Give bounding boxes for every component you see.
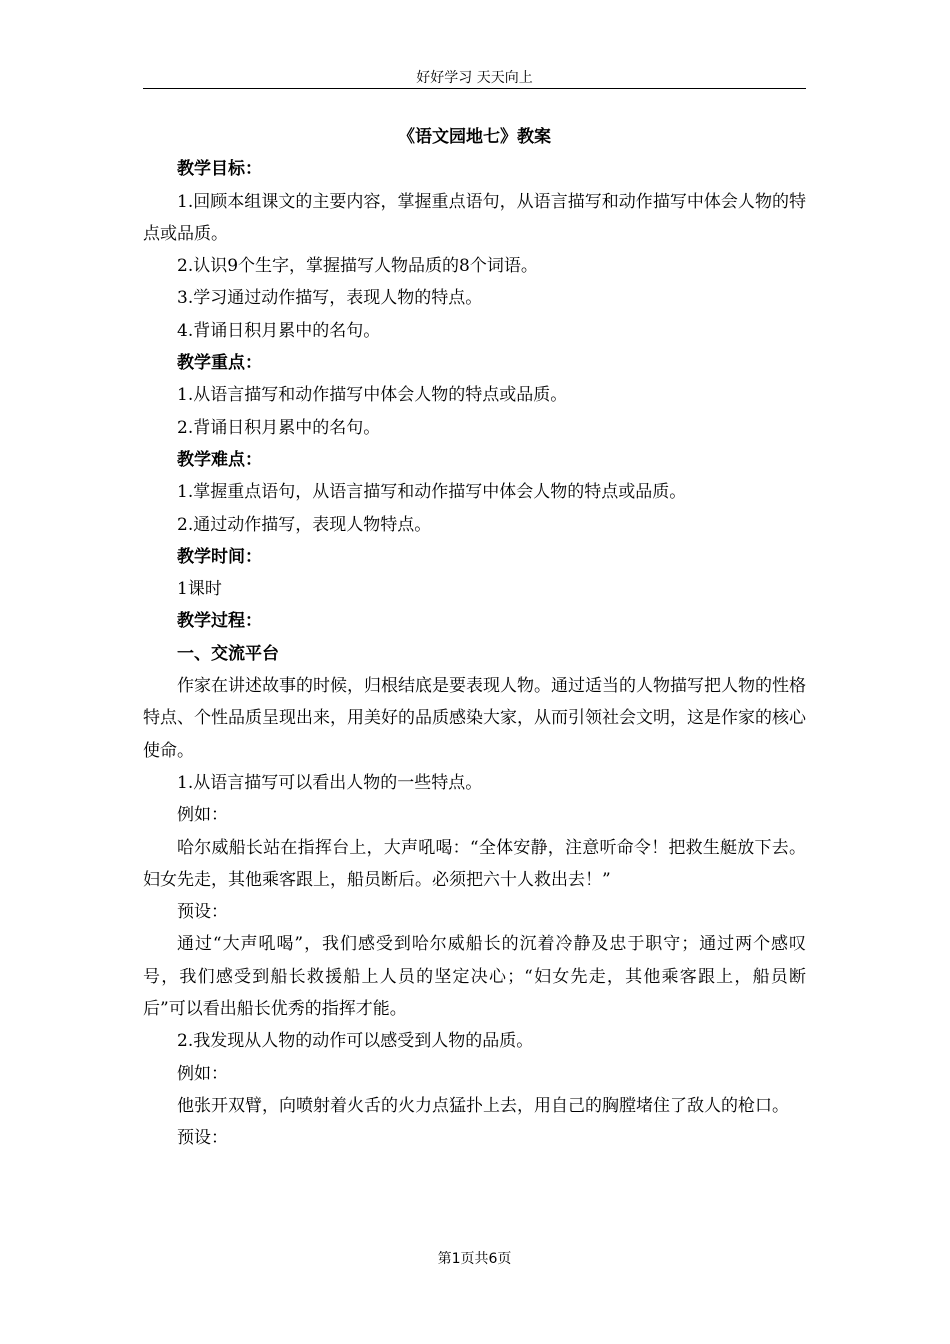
section-heading: 教学难点： bbox=[177, 449, 262, 470]
paragraph: 1.从语言描写和动作描写中体会人物的特点或品质。 bbox=[177, 385, 568, 406]
section-heading: 一、交流平台 bbox=[177, 643, 279, 664]
section-heading: 教学过程： bbox=[177, 611, 262, 632]
paragraph: 2.通过动作描写，表现人物特点。 bbox=[177, 514, 432, 535]
paragraph: 1.从语言描写可以看出人物的一些特点。 bbox=[177, 772, 483, 793]
paragraph: 例如： bbox=[177, 1063, 228, 1084]
document-body bbox=[143, 121, 806, 1155]
paragraph: 他张开双臂，向喷射着火舌的火力点猛扑上去，用自己的胸膛堵住了敌人的枪口。 bbox=[177, 1095, 789, 1116]
paragraph-list bbox=[143, 153, 806, 1154]
section-heading: 教学重点： bbox=[177, 353, 262, 374]
paragraph: 1.掌握重点语句，从语言描写和动作描写中体会人物的特点或品质。 bbox=[177, 482, 687, 503]
page-header: 好好学习 天天向上 bbox=[416, 70, 533, 86]
paragraph: 预设： bbox=[177, 902, 228, 923]
paragraph: 2.认识9个生字，掌握描写人物品质的8个词语。 bbox=[177, 256, 538, 277]
paragraph: 预设： bbox=[177, 1128, 228, 1149]
paragraph: 4.背诵日积月累中的名句。 bbox=[177, 320, 381, 341]
paragraph: 例如： bbox=[177, 805, 228, 826]
paragraph: 3.学习通过动作描写，表现人物的特点。 bbox=[177, 288, 483, 309]
section-heading: 教学时间： bbox=[177, 546, 262, 567]
paragraph: 1.回顾本组课文的主要内容，掌握重点语句，从语言描写和动作描写中体会人物的特点或品质。 bbox=[143, 191, 806, 244]
paragraph: 2.背诵日积月累中的名句。 bbox=[177, 417, 381, 438]
paragraph: 作家在讲述故事的时候，归根结底是要表现人物。通过适当的人物描写把人物的性格特点、个性品质呈现出来，用美好的品质感染大家，从而引领社会文明，这是作家的核心使命。 bbox=[143, 676, 806, 761]
document-title: 《语文园地七》教案 bbox=[398, 127, 551, 147]
paragraph: 通过“大声吼喝”，我们感受到哈尔威船长的沉着冷静及忠于职守；通过两个感叹号，我们感受到船长救援船上人员的坚定决心；“妇女先走，其他乘客跟上，船员断后”可以看出船长优秀的指挥才能。 bbox=[143, 934, 806, 1020]
paragraph: 2.我发现从人物的动作可以感受到人物的品质。 bbox=[177, 1031, 534, 1052]
paragraph: 1课时 bbox=[177, 579, 222, 600]
header-divider bbox=[143, 88, 806, 89]
section-heading: 教学目标： bbox=[177, 159, 262, 180]
page-footer: 第1页共6页 bbox=[437, 1251, 512, 1267]
paragraph: 哈尔威船长站在指挥台上，大声吼喝：“全体安静，注意听命令！把救生艇放下去。妇女先走，其他乘客跟上，船员断后。必须把六十人救出去！” bbox=[143, 837, 806, 890]
